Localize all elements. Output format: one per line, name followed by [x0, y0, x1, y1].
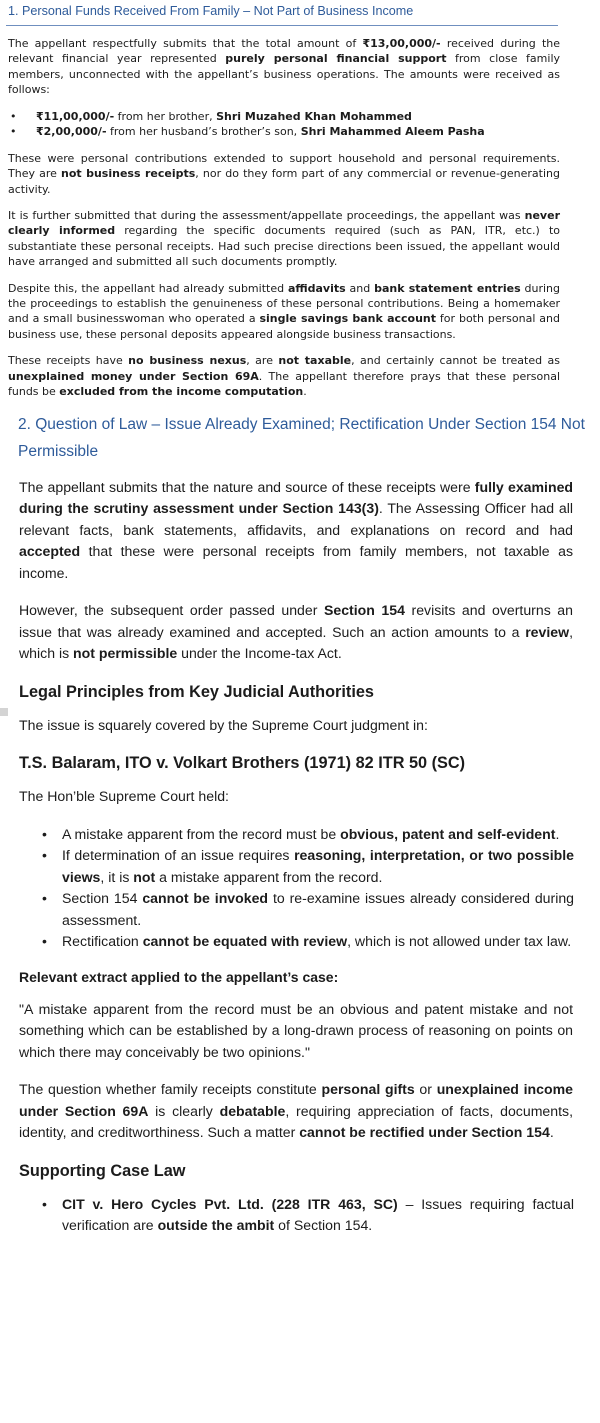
section-2: [0, 411, 600, 1237]
text-run: a mistake apparent from the record.: [155, 868, 383, 885]
emphasis-text: affidavits: [287, 281, 346, 295]
emphasis-text: debatable: [219, 1102, 286, 1119]
text-run: However, the subsequent order passed under: [19, 602, 324, 618]
emphasis-text: not: [133, 868, 156, 885]
text-run: , nor do they form part of any commercial or revenue-generating activity.: [8, 167, 560, 196]
paragraph: [19, 1079, 573, 1144]
held-points-list: [0, 824, 574, 953]
emphasis-text: ₹11,00,000/-: [36, 109, 115, 123]
emphasis-text: excluded from the income computation: [59, 385, 304, 399]
paragraph: [8, 353, 560, 399]
text-run: or: [414, 1081, 437, 1097]
text-run: These were personal contributions extended to support household and personal requirements. They are: [8, 151, 560, 181]
emphasis-text: reasoning, interpretation, or two possible views: [62, 847, 574, 885]
text-run: It is further submitted that during the assessment/appellate proceedings, the appellant was: [8, 209, 525, 223]
emphasis-text: cannot be invoked: [142, 890, 269, 906]
text-run: is clearly: [148, 1102, 220, 1119]
emphasis-text: personal gifts: [321, 1081, 415, 1097]
text-run: received during the relevant financial year represented: [8, 37, 560, 66]
extract-heading: Relevant extract applied to the appellant’s case:: [19, 968, 339, 985]
list-item: [62, 931, 574, 953]
paragraph: [8, 151, 560, 197]
text-run: from her husband’s brother’s son,: [106, 125, 301, 139]
text-run: The appellant submits that the nature and source of these receipts were: [19, 478, 475, 495]
list-item: [62, 888, 574, 931]
emphasis-text: unexplained income under Section 69A: [19, 1081, 573, 1119]
text-run: . The appellant therefore prays that these personal funds be: [8, 369, 560, 399]
text-run: .: [555, 825, 560, 842]
text-run: , requiring appreciation of facts, documents, identity, and creditworthiness. Such a matter: [19, 1102, 573, 1140]
text-run: A mistake apparent from the record must be: [62, 825, 341, 842]
text-run: , which is: [19, 623, 573, 661]
paragraph: [19, 600, 573, 665]
section-2-title: 2. Question of Law – Issue Already Examined; Rectification Under Section 154 Not Permissible: [18, 415, 585, 460]
text-run: , and certainly cannot be treated as: [351, 354, 560, 368]
emphasis-text: review: [525, 623, 570, 640]
text-run: The question whether family receipts constitute: [19, 1081, 322, 1097]
text-run: during the proceedings to establish the genuineness of these personal contributions. Being a homemaker and a small businesswoman who operated a: [8, 281, 560, 326]
text-run: , are: [246, 354, 279, 368]
text-run: of Section 154.: [274, 1217, 373, 1233]
text-run: for both personal and business use, these personal deposits appeared alongside business transactions.: [8, 312, 560, 341]
text-run: , which is not allowed under tax law.: [347, 933, 572, 949]
text-run: If determination of an issue requires: [62, 847, 295, 863]
case-heading: T.S. Balaram, ITO v. Volkart Brothers (1971) 82 ITR 50 (SC): [19, 754, 466, 772]
section-1: [0, 2, 600, 400]
text-run: Despite this, the appellant had already submitted: [8, 281, 288, 295]
text-run: to re-examine issues already considered during assessment.: [62, 890, 575, 928]
margin-marker: [0, 708, 8, 716]
list-item: [62, 845, 574, 888]
emphasis-text: fully examined during the scrutiny assessment under Section 143(3): [19, 478, 574, 516]
list-item: [62, 1194, 574, 1237]
emphasis-text: obvious, patent and self-evident: [340, 825, 556, 842]
emphasis-text: Shri Muzahed Khan Mohammed: [216, 109, 412, 123]
emphasis-text: ₹13,00,000/-: [362, 37, 441, 50]
text-run: – Issues requiring factual verification are: [62, 1195, 574, 1233]
emphasis-text: not permissible: [73, 645, 178, 661]
emphasis-text: outside the ambit: [157, 1217, 275, 1233]
emphasis-text: unexplained money under Section 69A: [8, 369, 259, 383]
text-run: under the Income-tax Act.: [177, 645, 342, 661]
emphasis-text: purely personal financial support: [225, 52, 447, 66]
text-run: regarding the specific documents required (such as PAN, ITR, etc.) to substantiate these personal receipts. Had such precise directions been issued, the appellant would have arranged and submitted all such documents promptly.: [8, 224, 560, 269]
list-item: [62, 824, 574, 846]
text-run: that these were personal receipts from family members, not taxable as income.: [19, 543, 573, 581]
text-run: from close family members, unconnected with the appellant’s business operations. The amounts were received as follows:: [8, 52, 561, 97]
emphasis-text: Section 154: [323, 602, 405, 618]
emphasis-text: accepted: [19, 543, 81, 559]
text-run: Rectification: [62, 933, 143, 949]
emphasis-text: not taxable: [278, 354, 352, 368]
paragraph: [8, 281, 560, 343]
emphasis-text: ₹2,00,000/-: [36, 125, 107, 139]
emphasis-text: Shri Mahammed Aleem Pasha: [300, 125, 485, 139]
emphasis-text: not business receipts: [61, 167, 196, 181]
paragraph: [8, 208, 560, 270]
text-run: .: [303, 385, 307, 399]
text-run: , it is: [100, 868, 134, 885]
text-run: and: [345, 281, 375, 295]
text-run: .: [549, 1124, 554, 1140]
emphasis-text: cannot be equated with review: [142, 933, 348, 949]
section-1-title: 1. Personal Funds Received From Family – Not Part of Business Income: [8, 4, 414, 18]
emphasis-text: single savings bank account: [259, 312, 437, 326]
receipts-list: [6, 109, 568, 140]
supporting-case-law-heading: Supporting Case Law: [19, 1161, 186, 1180]
emphasis-text: cannot be rectified under Section 154: [299, 1124, 550, 1140]
text-run: . The Assessing Officer had all relevant facts, bank statements, affidavits, and explanations on record and had: [19, 500, 573, 538]
section-divider: [6, 25, 558, 26]
text-run: revisits and overturns an issue that was already examined and accepted. Such an action amounts to a: [19, 602, 573, 640]
quote: "A mistake apparent from the record must be an obvious and patent mistake and not something which can be established by a long-drawn process of reasoning on points on which there may conceivably be two opinions.": [19, 1000, 573, 1060]
legal-principles-heading: Legal Principles from Key Judicial Authorities: [19, 682, 374, 701]
emphasis-text: never clearly informed: [8, 209, 560, 238]
text-run: The appellant respectfully submits that the total amount of: [8, 37, 363, 50]
paragraph: [8, 36, 560, 98]
paragraph: [19, 477, 573, 585]
emphasis-text: CIT v. Hero Cycles Pvt. Ltd. (228 ITR 463, SC): [62, 1195, 398, 1212]
text-run: These receipts have: [8, 354, 129, 368]
text-run: Section 154: [62, 890, 143, 906]
paragraph: The Hon’ble Supreme Court held:: [19, 788, 229, 804]
emphasis-text: bank statement entries: [374, 281, 521, 295]
emphasis-text: no business nexus: [128, 354, 247, 368]
supporting-cases-list: [0, 1194, 574, 1237]
list-item: [36, 109, 568, 125]
paragraph: The issue is squarely covered by the Supreme Court judgment in:: [19, 716, 428, 733]
list-item: [36, 124, 568, 140]
text-run: from her brother,: [114, 109, 217, 123]
